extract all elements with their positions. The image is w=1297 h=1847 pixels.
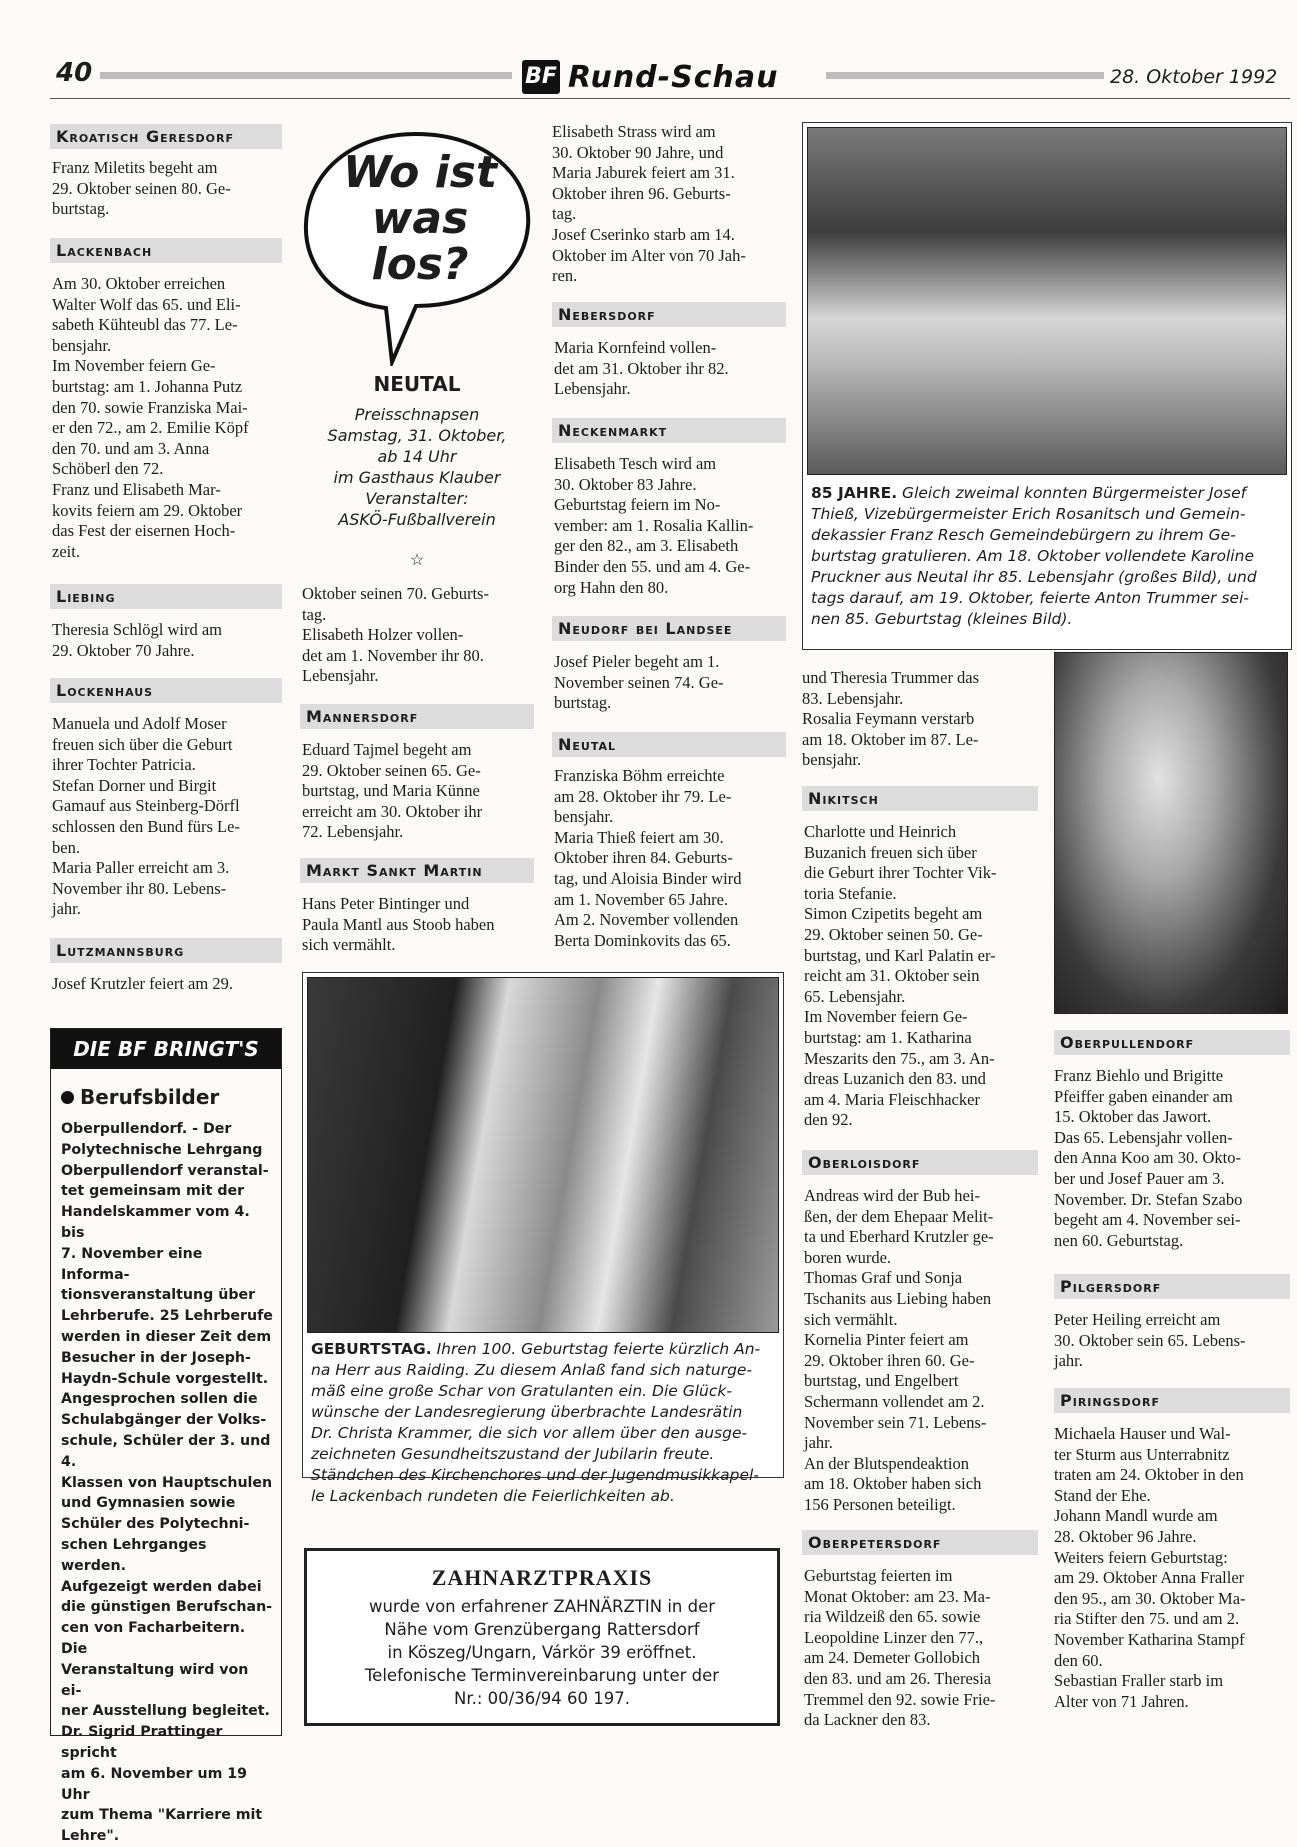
section-text-pilgersdorf: Peter Heiling erreicht am 30. Oktober sein 65. Lebens- jahr. (1054, 1310, 1246, 1371)
header-rule-right (826, 72, 1104, 79)
section-text-oberloisdorf: Andreas wird der Bub hei- ßen, der dem Ehepaar Melit- ta und Eberhard Krutzler ge- boren wurde. Thomas Graf und Sonja Tschanits aus Liebing haben sich vermählt. Kornelia Pinter feiert am 29. Oktober ihren 60. Ge- burtstag, und Engelbert Schermann vollendet am 2. November sein 71. Lebens- jahr. An der Blutspendeaktion am 18. Oktober haben sich 156 Personen beteiligt. (804, 1186, 994, 1514)
section-text-liebing: Theresia Schlögl wird am 29. Oktober 70 Jahre. (52, 620, 222, 660)
anniversary-photo-small (1054, 652, 1288, 1014)
section-text-lackenbach: Am 30. Oktober erreichen Walter Wolf das 65. und Eli- sabeth Kühteubl das 77. Le- bensjahr. Im November feiern Ge- burtstag: am 1. Johanna Putz den 70. sowie Franziska Mai- er den 72., am 2. Emilie Köpf den 70. und am 3. Anna Schöberl den 72. Franz und Elisabeth Mar- kovits feiern am 29. Oktober das Fest der eisernen Hoch- zeit. (52, 274, 249, 561)
bf-box-title-text: Berufsbilder (80, 1085, 220, 1109)
section-head-neudorf-bei-landsee: Neudorf bei Landsee (552, 616, 786, 641)
dentist-ad-title: ZAHNARZTPRAXIS (431, 1565, 653, 1590)
anniversary-photo-caption (811, 483, 1285, 630)
section-head-kroatisch-geresdorf: Kroatisch Geresdorf (50, 124, 282, 149)
event-place: NEUTAL (373, 372, 461, 396)
col2-continued-text: Oktober seinen 70. Geburts- tag. Elisabeth Holzer vollen- det am 1. November ihr 80. Lebensjahr. (302, 584, 489, 686)
bf-box-text: Oberpullendorf. - Der Polytechnische Lehrgang Oberpullendorf veranstal- tet gemeinsam mit der Handelskammer vom 4. bis 7. November eine Informa- tionsveranstaltung über Lehrberufe. 25 Lehrberufe werden in dieser Zeit dem Besucher in der Joseph- Haydn-Schule vorgestellt. Angesprochen sollen die Schulabgänger der Volks- schule, Schüler der 3. und 4. Klassen von Hauptschulen und Gymnasien sowie Schüler des Polytechni- schen Lehrganges werden. Aufgezeigt werden dabei die günstigen Berufschan- cen von Facharbeitern. Die Veranstaltung wird von ei- ner Ausstellung begleitet. Dr. Sigrid Prattinger spricht am 6. November um 19 Uhr zum Thema "Karriere mit Lehre". (61, 1121, 273, 1845)
bf-brings-box (50, 1028, 282, 1845)
section-head-oberpetersdorf: Oberpetersdorf (802, 1530, 1038, 1555)
section-text-markt-sankt-martin: Hans Peter Bintinger und Paula Mantl aus Stoob haben sich vermählt. (302, 894, 495, 955)
anniversary-caption-lead: 85 JAHRE. (811, 484, 898, 502)
birthday-caption-text: Ihren 100. Geburtstag feierte kürzlich An- na Herr aus Raiding. Zu diesem Anlaß fand sich naturge- mäß eine große Schar von Gratulanten ein. Die Glück- wünsche der Landesregierung überbrachte Landesrätin Dr. Christa Krammer, die sich vor allem über den ausge- zeichneten Gesundheitszustand der Jubilarin freute. Ständchen des Kirchenchores und der Jugendmusikkapel- le Lackenbach rundeten die Feierlichkeiten ab. (311, 1340, 761, 1505)
section-head-liebing: Liebing (50, 584, 282, 609)
birthday-photo-caption (311, 1339, 775, 1507)
section-head-oberloisdorf: Oberloisdorf (802, 1150, 1038, 1175)
section-text-nebersdorf: Maria Kornfeind vollen- det am 31. Oktober ihr 82. Lebensjahr. (554, 338, 729, 399)
birthday-caption-lead: GEBURTSTAG. (311, 1340, 432, 1358)
section-text-oberpetersdorf: Geburtstag feierten im Monat Oktober: am 23. Ma- ria Wildzeiß den 65. sowie Leopoldine Linzer den 77., am 24. Demeter Gollobich den 83. und am 26. Theresia Tremmel den 92. sowie Frie- da Lackner den 83. (804, 1566, 996, 1730)
bf-box-header: DIE BF BRINGT'S (51, 1029, 281, 1069)
section-head-nikitsch: Nikitsch (802, 786, 1038, 811)
col3-top-text: Elisabeth Strass wird am 30. Oktober 90 Jahre, und Maria Jaburek feiert am 31. Oktober ihren 96. Geburts- tag. Josef Cserinko starb am 14. Oktober im Alter von 70 Jah- ren. (552, 122, 746, 286)
section-text-neckenmarkt: Elisabeth Tesch wird am 30. Oktober 83 Jahre. Geburtstag feiern im No- vember: am 1. Rosalia Kallin- ger den 82., am 3. Elisabeth Binder den 55. und am 4. Ge- org Hahn den 80. (554, 454, 754, 597)
col4-continued-text: und Theresia Trummer das 83. Lebensjahr. Rosalia Feymann verstarb am 18. Oktober im 87. Le- bensjahr. (802, 668, 980, 770)
header-bottom-line (50, 98, 1290, 99)
section-head-markt-sankt-martin: Markt Sankt Martin (300, 858, 534, 883)
star-separator: ☆ (409, 552, 425, 569)
dentist-ad-text: wurde von erfahrener ZAHNÄRZTIN in der Nähe vom Grenzübergang Rattersdorf in Köszeg/Ungarn, Várkör 39 eröffnet. Telefonische Terminvereinbarung unter der Nr.: 00/36/94 60 197. (364, 1597, 720, 1708)
logo-badge: BF (522, 60, 560, 94)
birthday-photo-box (302, 972, 784, 1505)
section-head-neutal: Neutal (552, 732, 786, 757)
section-head-pilgersdorf: Pilgersdorf (1054, 1274, 1290, 1299)
section-text-piringsdorf: Michaela Hauser und Wal- ter Sturm aus Unterrabnitz traten am 24. Oktober in den Stand der Ehe. Johann Mandl wurde am 28. Oktober 96 Jahre. Weiters feiern Geburtstag: am 29. Oktober Anna Fraller den 95., am 30. Oktober Ma- ria Stifter den 75. und am 2. November Katharina Stampf den 60. Sebastian Fraller starb im Alter von 71 Jahren. (1054, 1424, 1246, 1711)
section-head-lutzmannsburg: Lutzmannsburg (50, 938, 282, 963)
section-text-lockenhaus: Manuela und Adolf Moser freuen sich über die Geburt ihrer Tochter Patricia. Stefan Dorner und Birgit Gamauf aus Steinberg-Dörfl schlossen den Bund fürs Le- ben. Maria Paller erreicht am 3. November ihr 80. Lebens- jahr. (52, 714, 240, 919)
speech-bubble-text: Wo ist was los? (343, 147, 497, 290)
section-text-oberpullendorf: Franz Biehlo und Brigitte Pfeiffer gaben einander am 15. Oktober das Jawort. Das 65. Lebensjahr vollen- den Anna Koo am 30. Okto- ber und Josef Pauer am 3. November. Dr. Stefan Szabo begeht am 4. November sei- nen 60. Geburtstag. (1054, 1066, 1243, 1250)
section-head-neckenmarkt: Neckenmarkt (552, 418, 786, 443)
dentist-ad (304, 1548, 780, 1726)
event-text: Preisschnapsen Samstag, 31. Oktober, ab 14 Uhr im Gasthaus Klauber Veranstalter: ASKÖ-Fußballverein (327, 405, 507, 529)
section-head-lackenbach: Lackenbach (50, 238, 282, 263)
page-number: 40 (56, 58, 93, 88)
anniversary-photo-box (802, 122, 1292, 650)
anniversary-photo-large (807, 127, 1287, 475)
section-text-neutal: Franziska Böhm erreichte am 28. Oktober ihr 79. Le- bensjahr. Maria Thieß feiert am 30. Oktober ihren 84. Geburts- tag, und Aloisia Binder wird am 1. November 65 Jahre. Am 2. November vollenden Berta Dominkovits das 65. (554, 766, 742, 950)
section-text-neudorf-bei-landsee: Josef Pieler begeht am 1. November seinen 74. Ge- burtstag. (554, 652, 724, 713)
section-text-mannersdorf: Eduard Tajmel begeht am 29. Oktober seinen 65. Ge- burtstag, und Maria Künne erreicht am 30. Oktober ihr 72. Lebensjahr. (302, 740, 483, 842)
section-text-lutzmannsburg: Josef Krutzler feiert am 29. (52, 974, 233, 993)
section-head-nebersdorf: Nebersdorf (552, 302, 786, 327)
section-text-nikitsch: Charlotte und Heinrich Buzanich freuen sich über die Geburt ihrer Tochter Vik- toria Stefanie. Simon Czipetits begeht am 29. Oktober seinen 50. Ge- burtstag, und Karl Palatin er- reicht am 31. Oktober sein 65. Lebensjahr. Im November feiern Ge- burtstag: am 1. Katharina Meszarits den 75., am 3. An- dreas Luzanich den 83. und am 4. Maria Fleischhacker den 92. (804, 822, 997, 1130)
section-head-oberpullendorf: Oberpullendorf (1054, 1030, 1290, 1055)
logo-text: Rund-Schau (568, 60, 779, 95)
bf-box-title (61, 1085, 281, 1109)
issue-date: 28. Oktober 1992 (1110, 66, 1278, 88)
section-text-kroatisch-geresdorf: Franz Miletits begeht am 29. Oktober seinen 80. Ge- burtstag. (52, 158, 231, 219)
header-rule-left (100, 72, 512, 79)
birthday-photo (307, 977, 779, 1333)
anniversary-caption-text: Gleich zweimal konnten Bürgermeister Josef Thieß, Vizebürgermeister Erich Rosanitsch und Gemein- dekassier Franz Resch Gemeindebürgern zu ihrem Ge- burtstag gratulieren. Am 18. Oktober vollendete Karoline Pruckner aus Neutal ihr 85. Lebensjahr (großes Bild), und tags darauf, am 19. Oktober, feierte Anton Trummer sei- nen 85. Geburtstag (kleines Bild). (811, 484, 1257, 628)
bullet-icon (61, 1091, 74, 1104)
section-head-mannersdorf: Mannersdorf (300, 704, 534, 729)
section-head-piringsdorf: Piringsdorf (1054, 1388, 1290, 1413)
section-head-lockenhaus: Lockenhaus (50, 678, 282, 703)
